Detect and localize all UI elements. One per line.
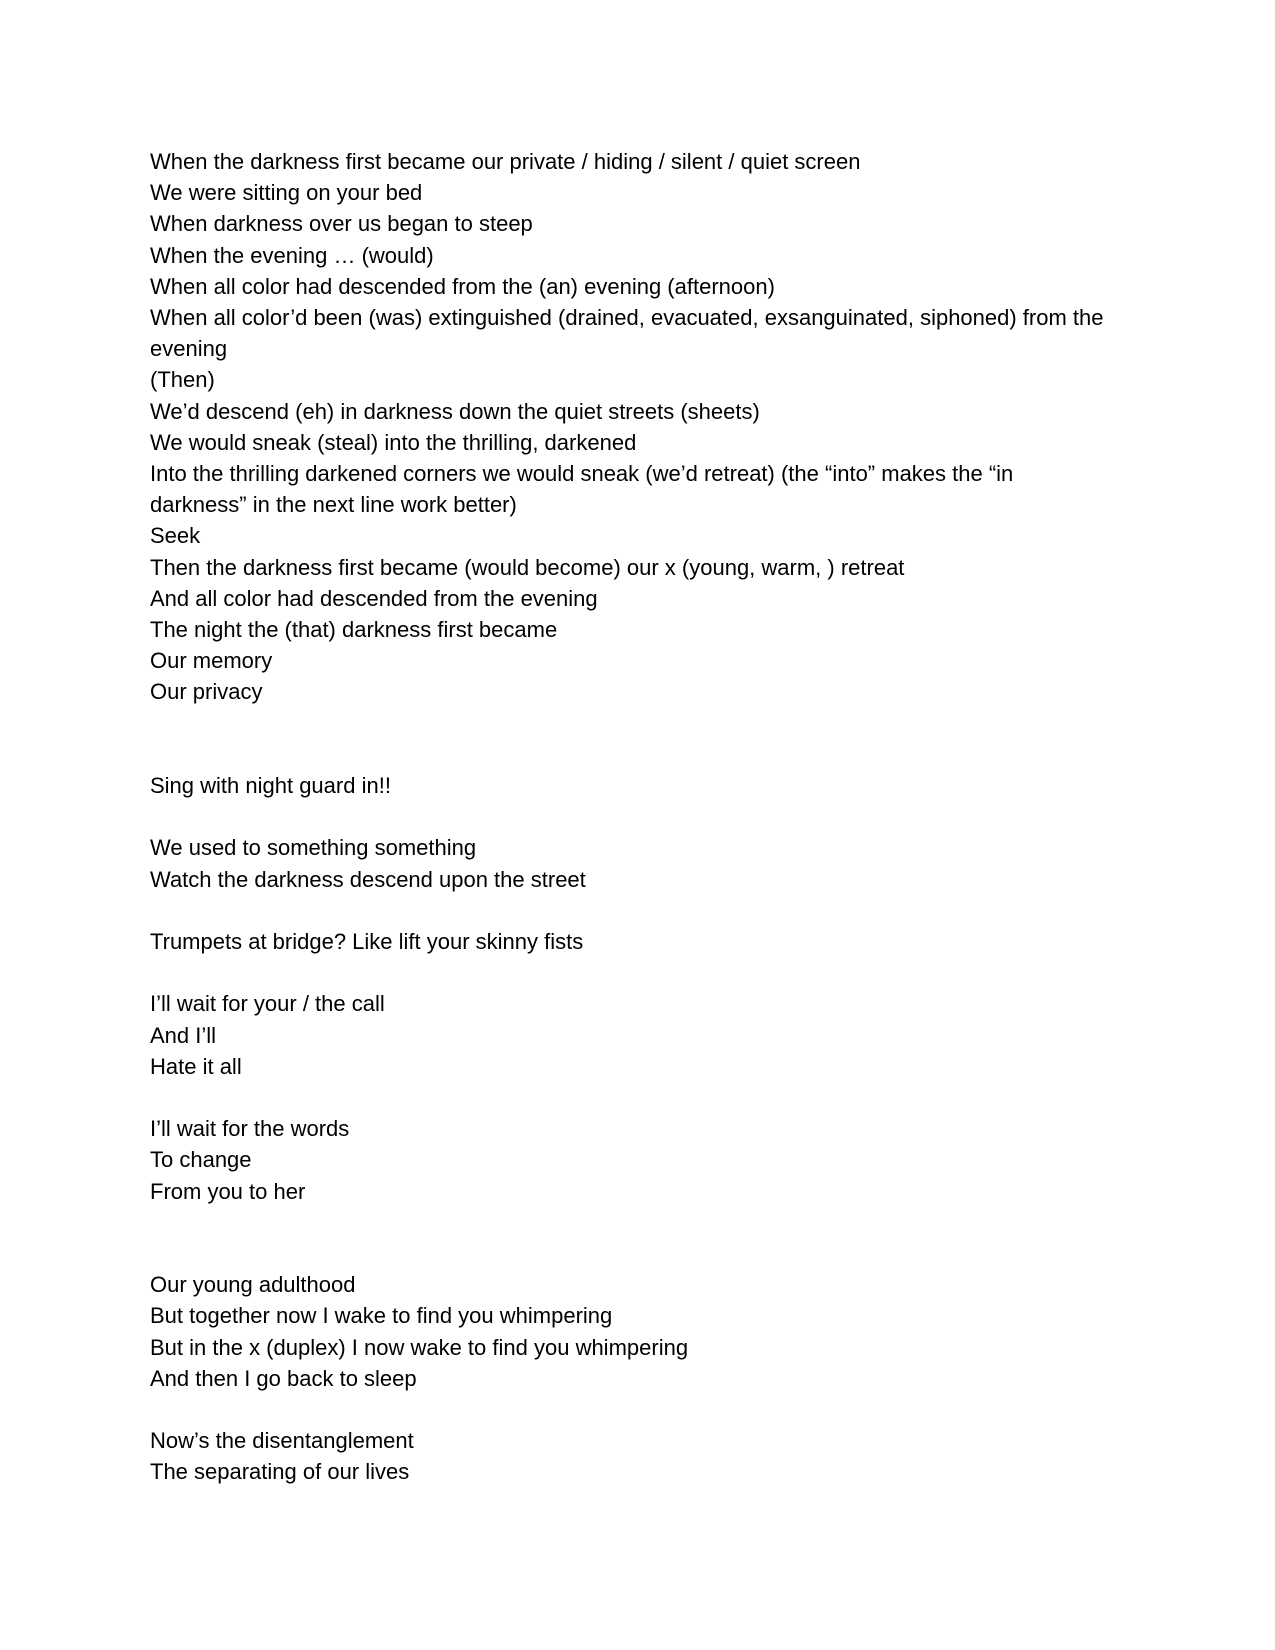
text-line: When the evening … (would)	[150, 242, 434, 268]
text-line: Watch the darkness descend upon the street	[150, 866, 586, 892]
blank-line	[150, 957, 1115, 988]
text-line: We were sitting on your bed	[150, 180, 423, 206]
lyrics-text-block	[150, 146, 1115, 1488]
text-line: But together now I wake to find you whimpering	[150, 1303, 613, 1329]
text-line: And I’ll	[150, 1022, 217, 1048]
text-line: (Then)	[150, 367, 215, 393]
text-line: From you to her	[150, 1178, 306, 1204]
text-line: I’ll wait for the words	[150, 1116, 350, 1142]
text-line: I’ll wait for your / the call	[150, 991, 385, 1017]
text-line: Hate it all	[150, 1053, 242, 1079]
blank-line	[150, 1394, 1115, 1425]
blank-line	[150, 708, 1115, 739]
text-line: The night the (that) darkness first became	[150, 617, 558, 643]
text-line: When darkness over us began to steep	[150, 211, 533, 237]
text-line: When the darkness first became our private / hiding / silent / quiet screen	[150, 149, 861, 174]
text-line: When all color had descended from the (an) evening (afternoon)	[150, 273, 775, 299]
text-line: Sing with night guard in!!	[150, 773, 391, 799]
text-line: We used to something something	[150, 835, 477, 861]
blank-line	[150, 895, 1115, 926]
text-line: But in the x (duplex) I now wake to find you whimpering	[150, 1334, 689, 1360]
text-line: When all color’d been (was) extinguished (drained, evacuated, exsanguinated, siphoned) from the evening	[150, 305, 1104, 362]
text-line: And then I go back to sleep	[150, 1365, 417, 1391]
text-line: Trumpets at bridge? Like lift your skinny fists	[150, 929, 584, 955]
text-line: Seek	[150, 523, 201, 549]
text-line: Now’s the disentanglement	[150, 1428, 414, 1454]
blank-line	[150, 1207, 1115, 1238]
text-line: Then the darkness first became (would become) our x (young, warm, ) retreat	[150, 554, 905, 580]
text-line: We would sneak (steal) into the thrilling, darkened	[150, 429, 637, 455]
text-line: Into the thrilling darkened corners we would sneak (we’d retreat) (the “into” makes the “in darkness” in the next line work better)	[150, 461, 1014, 518]
text-line: To change	[150, 1147, 252, 1173]
blank-line	[150, 801, 1115, 832]
text-line: We’d descend (eh) in darkness down the quiet streets (sheets)	[150, 398, 760, 424]
text-line: And all color had descended from the evening	[150, 585, 598, 611]
blank-line	[150, 1238, 1115, 1269]
text-line: The separating of our lives	[150, 1459, 410, 1485]
text-line: Our young adulthood	[150, 1272, 356, 1298]
blank-line	[150, 1082, 1115, 1113]
text-line: Our memory	[150, 648, 273, 674]
text-line: Our privacy	[150, 679, 263, 705]
blank-line	[150, 739, 1115, 770]
